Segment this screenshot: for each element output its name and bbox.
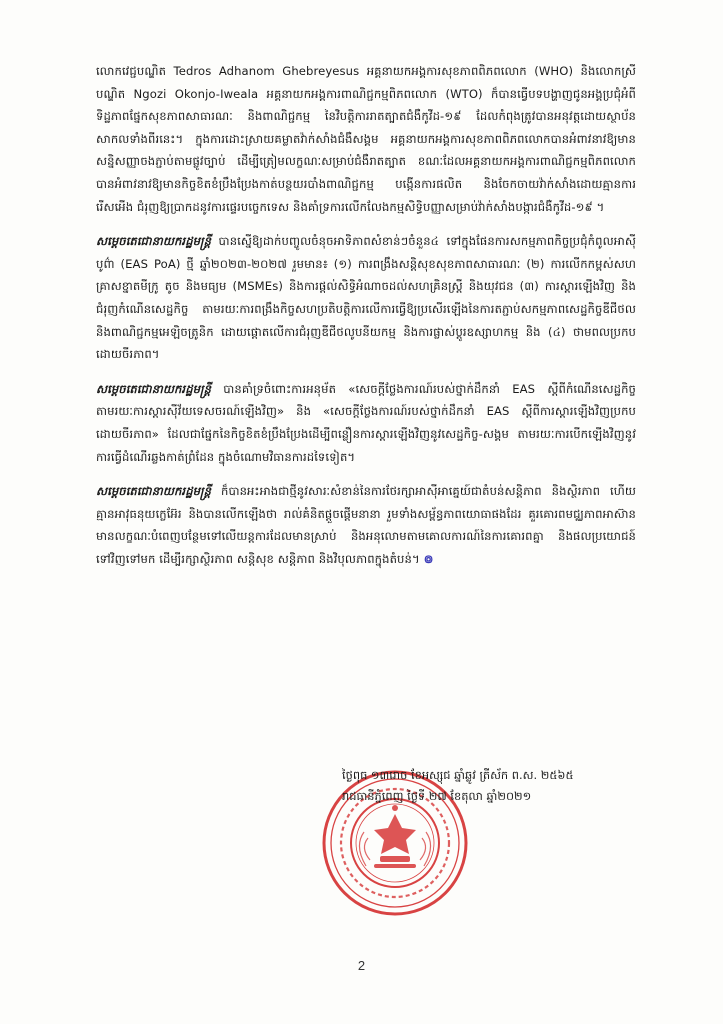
page-number: 2 (357, 958, 366, 973)
paragraph-4-lead: សម្តេចតេជោនាយករដ្ឋមន្ត្រី (96, 484, 212, 499)
paragraph-3-text: បានគាំទ្រចំពោះការអនុម័ត «សេចក្តីថ្លែងការណ៍របស់ថ្នាក់ដឹកនាំ EAS ស្តីពីកំណើនសេដ្ឋកិច្ច តាមរយៈការស្តារស៊ីវ័យទេសចរណ៍ឡើងវិញ» និង «សេចក្តីថ្លែងការណ៍របស់ថ្នាក់ដឹកនាំ EAS ស្តីពីការស្តារឡើងវិញប្រកបដោយចីរភាព» ដែលជាផ្នែកនៃកិច្ចខិតខំប្រឹងប្រែងដើម្បីពន្លឿនការស្តារឡើងវិញនូវសេដ្ឋកិច្ច-សង្គម តាមរយៈការបើកឡើងវិញនូវការធ្វើដំណើរឆ្លងកាត់ព្រំដែន ក្នុងចំណោមវិធានការដទៃទៀត។ (96, 381, 636, 464)
paragraph-4-text: ក៏បានអះអាងជាថ្មីនូវសារៈសំខាន់នៃការថែរក្សាអាស៊ីអាគ្នេយ៍ជាតំបន់សន្តិភាព និងស្ថិរភាព ហើយគ្មានអាវុធនុយក្លេអ៊ែរ និងបានលើកឡើងថា រាល់គំនិតផ្តួចផ្តើមនានា រួមទាំងសម្ព័ន្ធភាពយោធាផងដែរ គួរគោរពមជ្ឈភាពអាស៊ាន មានលក្ខណៈបំពេញបន្ថែមទៅលើយន្តការដែលមានស្រាប់ និងអនុលោមតាមគោលការណ៍នៃការគោរពគ្នា និងផលប្រយោជន៍ទៅវិញទៅមក ដើម្បីរក្សាស្ថិរភាព សន្តិសុខ សន្តិភាព និងវិបុលភាពក្នុងតំបន់។ (96, 484, 636, 566)
paragraph-1-text: លោកវេជ្ជបណ្ឌិត Tedros Adhanom Ghebreyesus អគ្គនាយកអង្គការសុខភាពពិភពលោក (WHO) និងលោកស្រីបណ្ឌិត Ngozi Okonjo-Iweala អគ្គនាយកអង្គការពាណិជ្ជកម្មពិភពលោក (WTO) ក៏បានធ្វើបទបង្ហាញជូនអង្គប្រជុំអំពីទិដ្ឋភាពផ្នែកសុខភាពសាធារណៈ និងពាណិជ្ជកម្ម នៃវិបត្តិការរាតត្បាតជំងឺកូវីដ-១៩ ដែលកំពុងត្រូវបានអនុវត្តដោយស្ថាប័នសាកលទាំងពីរនេះ។ ក្នុងការដោះស្រាយគម្លាតវ៉ាក់សាំងជំងឺសង្គម អគ្គនាយកអង្គការសុខភាពពិភពលោកបានអំពាវនាវឱ្យមានសន្និសញ្ញាចងភ្ជាប់តាមផ្លូវច្បាប់ ដើម្បីត្រៀមលក្ខណៈសម្រាប់ជំងឺរាតត្បាត ខណៈដែលអគ្គនាយកអង្គការពាណិជ្ជកម្មពិភពលោក បានអំពាវនាវឱ្យមានកិច្ចខិតខំប្រឹងប្រែងកាត់បន្ថយរបាំងពាណិជ្ជកម្ម បង្កើនការផលិត និងចែកចាយវ៉ាក់សាំងដោយគ្មានការរើសអើង ជំរុញឱ្យប្រាកដនូវការផ្ទេរបច្ចេកទេស និងគាំទ្រការលើកលែងកម្មសិទ្ធិបញ្ញាសម្រាប់វ៉ាក់សាំងបង្ការជំងឺកូវីដ-១៩ ។ (96, 64, 636, 214)
paragraph-1 (96, 60, 636, 218)
date-block (342, 765, 642, 807)
document-body (96, 60, 636, 582)
paragraph-2 (96, 230, 636, 366)
paragraph-4 (96, 480, 636, 570)
closing-mark: ៙ (423, 551, 434, 566)
paragraph-3-lead: សម្តេចតេជោនាយករដ្ឋមន្ត្រី (96, 381, 212, 396)
paragraph-2-lead: សម្តេចតេជោនាយករដ្ឋមន្ត្រី (96, 234, 212, 249)
paragraph-2-text: បានស្នើឱ្យដាក់បញ្ចូលចំនុចអាទិភាពសំខាន់ៗចំនួន៤ ទៅក្នុងផែនការសកម្មភាពកិច្ចប្រជុំកំពូលអាស៊ីបូព៌ា (EAS PoA) ថ្មី ឆ្នាំ២០២៣-២០២៧ រួមមាន៖ (១) ការពង្រឹងសន្តិសុខសុខភាពសាធារណៈ (២) ការលើកកម្ពស់សហគ្រាសខ្នាតមីក្រូ តូច និងមធ្យម (MSMEs) និងការផ្តល់សិទ្ធិអំណាចដល់សហគ្រិនស្ត្រី និងយុវជន (៣) ការស្តារឡើងវិញ និងជំរុញកំណើនសេដ្ឋកិច្ច តាមរយៈការពង្រឹងកិច្ចសហប្រតិបត្តិការលើការធ្វើឱ្យប្រសើរឡើងនៃការតភ្ជាប់សកម្មភាពសេដ្ឋកិច្ចឌីជីថល និងពាណិជ្ជកម្មអេឡិចត្រូនិក ដោយផ្តោតលើការជំរុញឌីជីថលូបនីយកម្ម និងការផ្លាស់ប្តូរឧស្សាហកម្ម និង (៤) ថាមពលប្រកបដោយចីរភាព។ (96, 234, 636, 362)
date-line-place: រាជធានីភ្នំពេញ ថ្ងៃទី ២៧ ខែតុលា ឆ្នាំ២០២១ (342, 789, 532, 803)
paragraph-3 (96, 378, 636, 468)
date-line-lunar: ថ្ងៃពុធ ១៣រោច ខែអស្សុជ ឆ្នាំឆ្លូវ ត្រីស័ក ព.ស. ២៥៦៥ (342, 768, 574, 782)
